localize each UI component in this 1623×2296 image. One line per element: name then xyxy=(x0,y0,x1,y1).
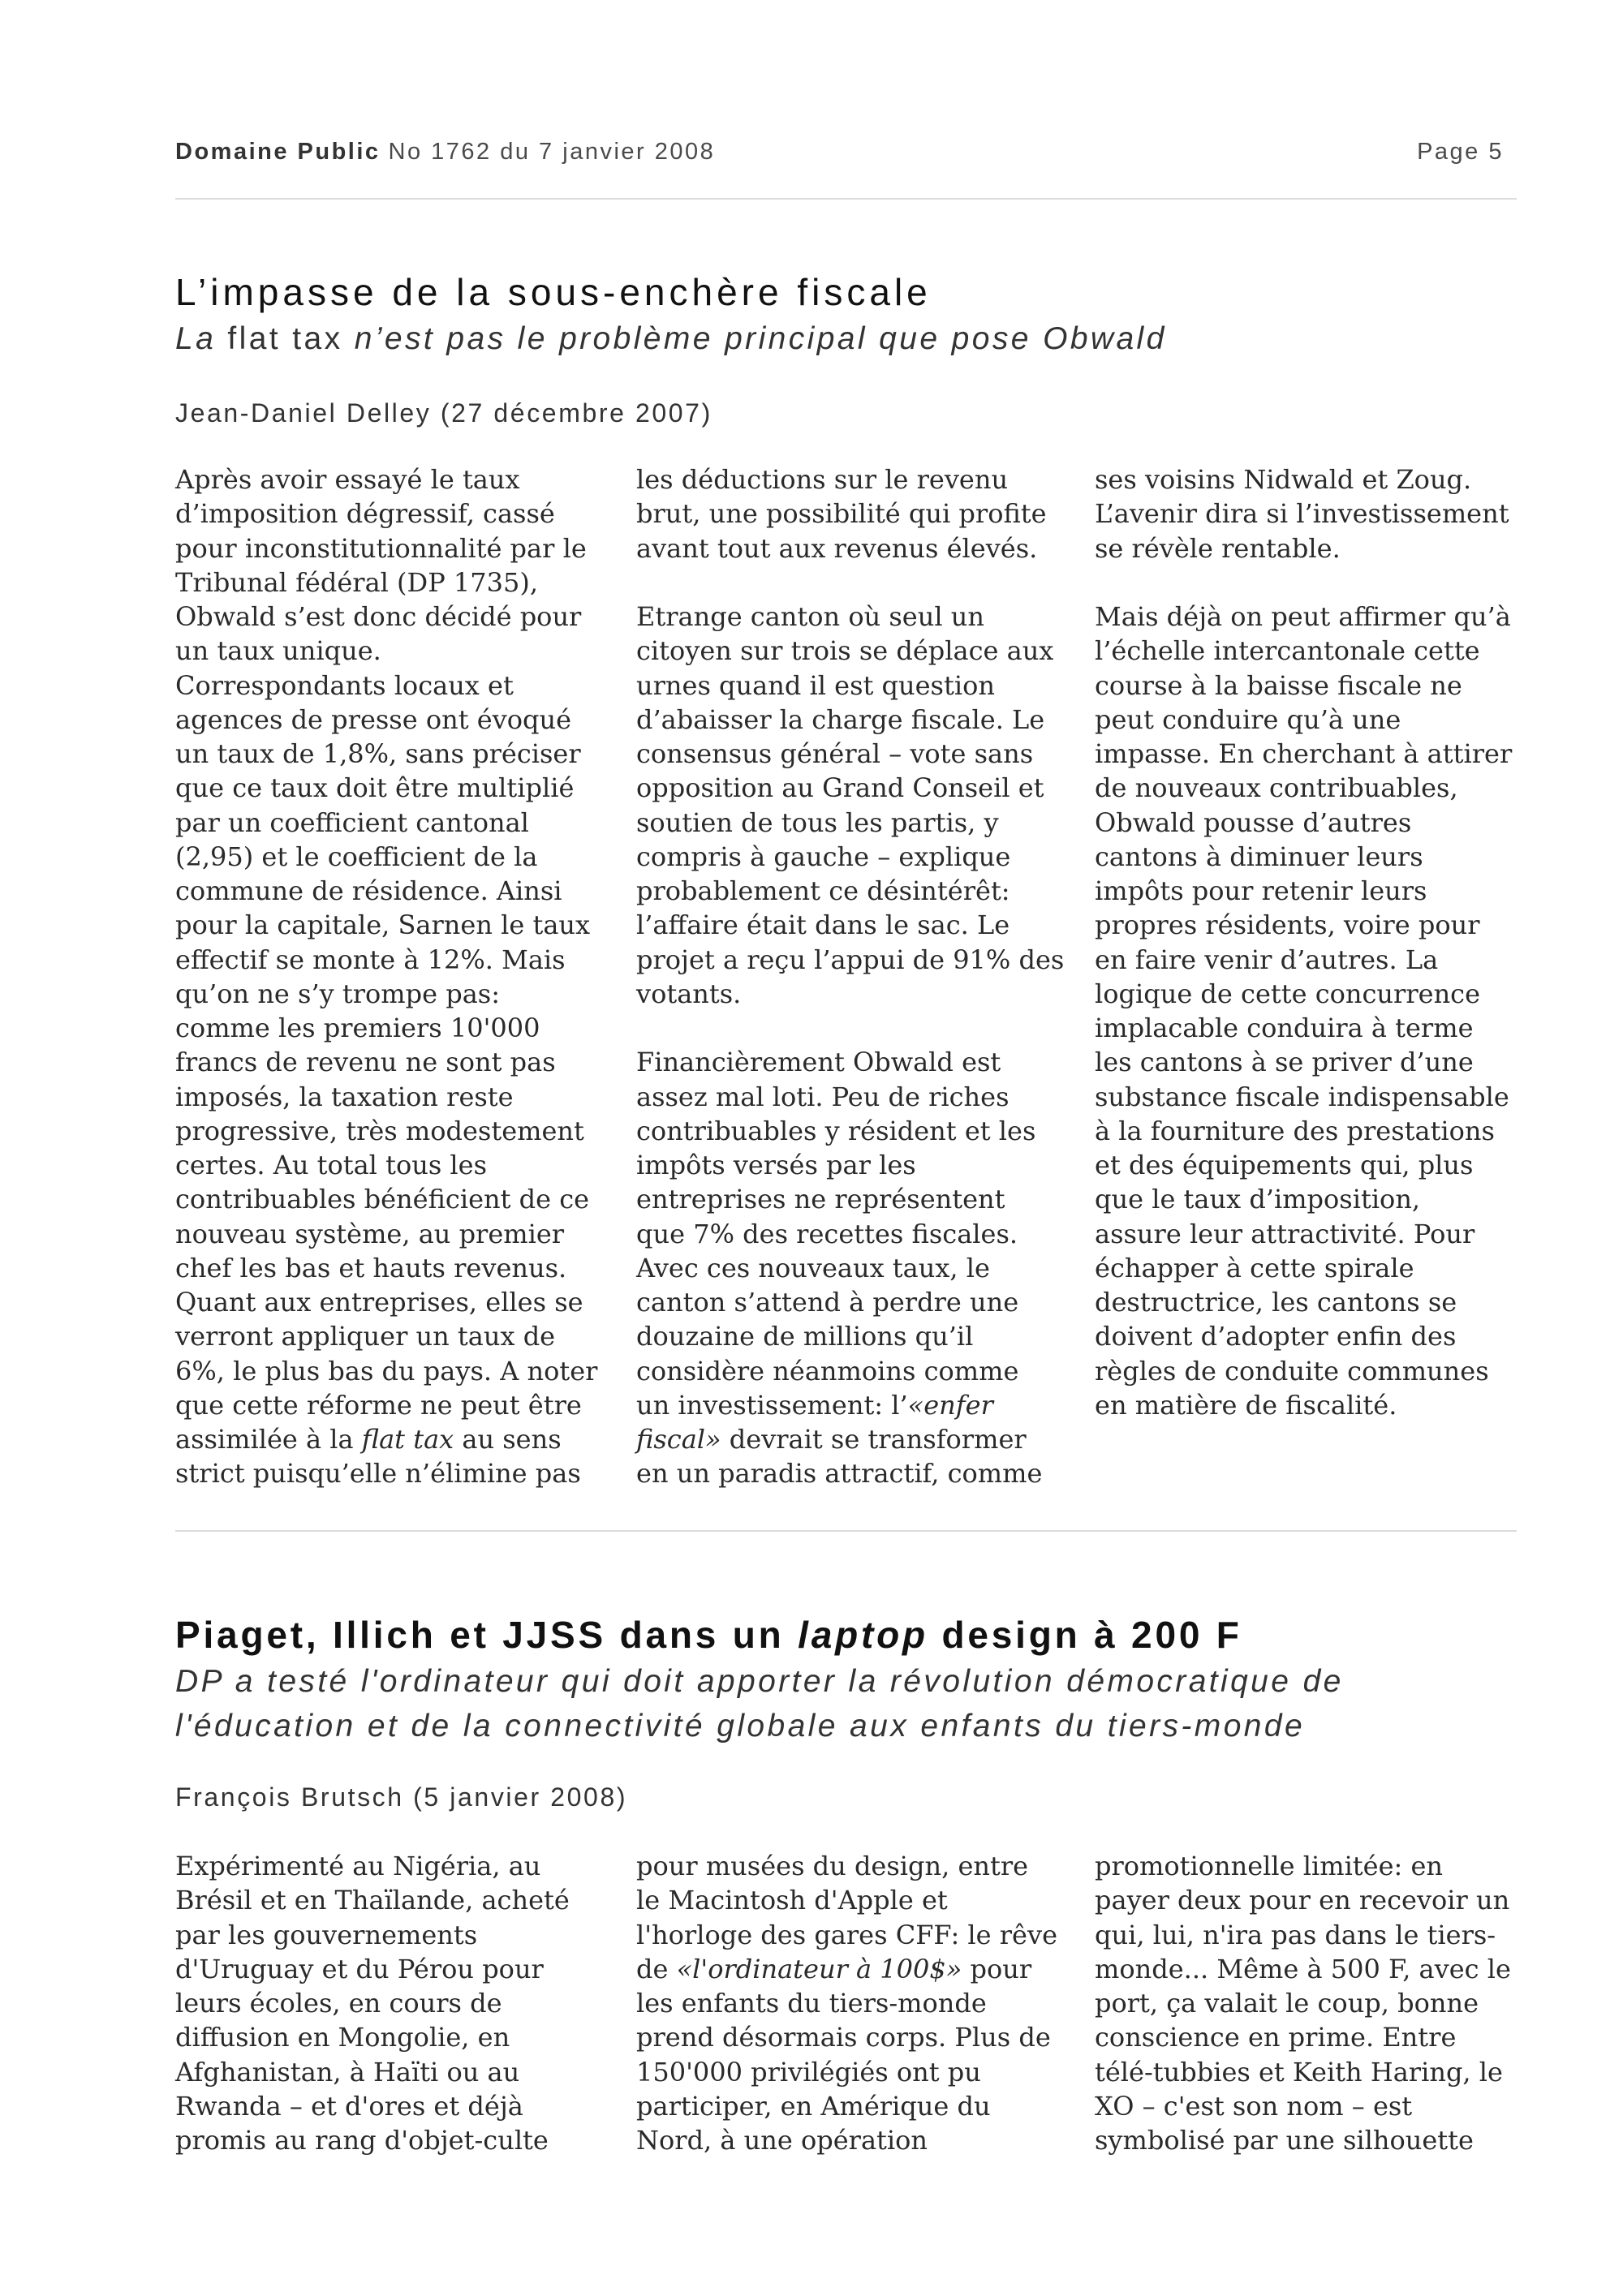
text-line: logique de cette concurrence xyxy=(1095,978,1481,1009)
text-line: d’abaisser la charge fiscale. Le xyxy=(636,703,1045,735)
text-line: commune de résidence. Ainsi xyxy=(175,875,562,906)
paragraph xyxy=(175,462,630,1491)
text-line: pour musées du design, entre xyxy=(636,1851,1029,1881)
paragraph xyxy=(1095,1849,1549,2157)
paragraph xyxy=(636,462,1091,565)
article-subtitle xyxy=(175,319,1167,359)
text-line: Quant aux entreprises, elles se xyxy=(175,1287,583,1318)
text-line: votants. xyxy=(636,978,742,1009)
text-segment: Piaget, Illich et JJSS dans un xyxy=(175,1614,799,1656)
text-line: l’échelle intercantonale cette xyxy=(1095,635,1480,667)
text-line: qu’on ne s’y trompe pas: xyxy=(175,978,500,1009)
paragraph xyxy=(636,600,1091,1011)
text-line: d’imposition dégressif, cassé xyxy=(175,498,555,530)
text-line: 6%, le plus bas du pays. A noter xyxy=(175,1355,598,1387)
text-line: Après avoir essayé le taux xyxy=(175,464,520,495)
page-number: Page 5 xyxy=(1417,139,1504,165)
article-body xyxy=(0,1849,1623,2173)
text-line: impôts versés par les xyxy=(636,1150,916,1180)
subtitle-line: DP a testé l'ordinateur qui doit apporter la révolution démocratique de xyxy=(175,1664,1344,1699)
text-line: Nord, à une opération xyxy=(636,2125,928,2156)
text-line xyxy=(636,1952,1091,1986)
text-column xyxy=(636,1849,1091,2157)
text-line: d'Uruguay et du Pérou pour xyxy=(175,1953,544,1984)
text-line: peut conduire qu’à une xyxy=(1095,703,1401,735)
text-line: certes. Au total tous les xyxy=(175,1150,487,1180)
text-line: soutien de tous les partis, y xyxy=(636,806,999,838)
text-line: port, ça valait le coup, bonne xyxy=(1095,1988,1479,2019)
text-segment: un investissement: l’ xyxy=(636,1389,908,1421)
text-line: 150'000 privilégiés ont pu xyxy=(636,2056,981,2087)
text-line xyxy=(636,1388,1091,1422)
text-line: l’affaire était dans le sac. Le xyxy=(636,909,1010,941)
text-line: promis au rang d'objet-culte xyxy=(175,2125,549,2156)
text-column xyxy=(1095,462,1549,1422)
text-line: probablement ce désintérêt: xyxy=(636,875,1010,906)
text-line: impôts pour retenir leurs xyxy=(1095,875,1427,906)
text-line: Brésil et en Thaïlande, acheté xyxy=(175,1885,570,1916)
text-line: pour la capitale, Sarnen le taux xyxy=(175,909,591,941)
text-line: contribuables bénéficient de ce xyxy=(175,1184,590,1215)
text-line: avant tout aux revenus élevés. xyxy=(636,532,1038,564)
subtitle-line: l'éducation et de la connectivité globale aux enfants du tiers-monde xyxy=(175,1708,1306,1743)
text-line: assez mal loti. Peu de riches xyxy=(636,1081,1010,1112)
text-line: brut, une possibilité qui profite xyxy=(636,498,1047,530)
text-line: course à la baisse fiscale ne xyxy=(1095,669,1462,701)
text-line: qui, lui, n'ira pas dans le tiers- xyxy=(1095,1919,1496,1950)
text-line: substance fiscale indispensable xyxy=(1095,1081,1509,1112)
text-line: à la fourniture des prestations xyxy=(1095,1115,1495,1146)
text-line: Afghanistan, à Haïti ou au xyxy=(175,2056,520,2087)
text-line: Etrange canton où seul un xyxy=(636,601,984,632)
text-line: leurs écoles, en cours de xyxy=(175,1988,502,2019)
text-line: payer deux pour en recevoir un xyxy=(1095,1885,1510,1916)
text-line: conscience en prime. Entre xyxy=(1095,2022,1457,2053)
text-line: pour inconstitutionnalité par le xyxy=(175,532,587,564)
text-line: participer, en Amérique du xyxy=(636,2090,991,2122)
text-line: Mais déjà on peut affirmer qu’à xyxy=(1095,601,1511,632)
text-line xyxy=(636,1422,1091,1456)
text-line: effectif se monte à 12%. Mais xyxy=(175,944,566,975)
text-line: cantons à diminuer leurs xyxy=(1095,841,1423,872)
text-segment: n’est pas le problème principal que pose Obwald xyxy=(342,321,1167,356)
text-line: Obwald pousse d’autres xyxy=(1095,806,1412,838)
text-line: Rwanda – et d'ores et déjà xyxy=(175,2090,523,2122)
text-line: Obwald s’est donc décidé pour xyxy=(175,601,582,632)
emphasized-text: «enfer xyxy=(907,1389,993,1421)
emphasized-text: laptop xyxy=(798,1614,928,1656)
text-line: l'horloge des gares CFF: le rêve xyxy=(636,1919,1057,1950)
text-line: que ce taux doit être multiplié xyxy=(175,772,575,804)
text-line: douzaine de millions qu’il xyxy=(636,1321,974,1352)
text-line: que le taux d’imposition, xyxy=(1095,1184,1421,1215)
text-line: XO – c'est son nom – est xyxy=(1095,2090,1413,2122)
text-segment: design à 200 F xyxy=(928,1614,1242,1656)
text-line: un taux de 1,8%, sans préciser xyxy=(175,738,581,769)
text-line: propres résidents, voire pour xyxy=(1095,909,1480,941)
text-line: urnes quand il est question xyxy=(636,669,995,701)
text-line: Expérimenté au Nigéria, au xyxy=(175,1851,541,1881)
text-line: promotionnelle limitée: en xyxy=(1095,1851,1444,1881)
paragraph xyxy=(636,1849,1091,2157)
page-header xyxy=(175,137,715,166)
text-line: monde... Même à 500 F, avec le xyxy=(1095,1953,1511,1984)
text-line: opposition au Grand Conseil et xyxy=(636,772,1044,804)
text-line: échapper à cette spirale xyxy=(1095,1252,1414,1283)
text-segment: au sens xyxy=(454,1424,562,1455)
text-line: ses voisins Nidwald et Zoug. xyxy=(1095,464,1472,495)
text-line: (2,95) et le coefficient de la xyxy=(175,841,538,872)
text-line: règles de conduite communes xyxy=(1095,1355,1489,1387)
text-line: strict puisqu’elle n’élimine pas xyxy=(175,1458,581,1490)
text-column xyxy=(175,1849,630,2157)
text-line: considère néanmoins comme xyxy=(636,1355,1019,1387)
text-line: de nouveaux contribuables, xyxy=(1095,772,1458,804)
text-line: citoyen sur trois se déplace aux xyxy=(636,635,1054,667)
text-segment: pour xyxy=(962,1953,1032,1984)
text-column xyxy=(1095,1849,1549,2157)
text-line: chef les bas et hauts revenus. xyxy=(175,1252,567,1283)
text-line: Tribunal fédéral (DP 1735), xyxy=(175,566,538,598)
header-divider xyxy=(175,198,1517,200)
paragraph xyxy=(636,1045,1091,1490)
text-line: Correspondants locaux et xyxy=(175,669,514,701)
text-line: en matière de fiscalité. xyxy=(1095,1389,1397,1421)
text-line: agences de presse ont évoqué xyxy=(175,703,572,735)
text-line: destructrice, les cantons se xyxy=(1095,1287,1457,1318)
text-line: en un paradis attractif, comme xyxy=(636,1458,1043,1490)
paragraph xyxy=(175,1849,630,2157)
paragraph xyxy=(1095,600,1549,1422)
text-line: contribuables y résident et les xyxy=(636,1115,1036,1146)
text-line: consensus général – vote sans xyxy=(636,738,1034,769)
text-line: francs de revenu ne sont pas xyxy=(175,1047,556,1078)
emphasized-text: «l'ordinateur à 100$» xyxy=(676,1953,962,1984)
text-line: symbolisé par une silhouette xyxy=(1095,2125,1474,2156)
text-line: implacable conduira à terme xyxy=(1095,1013,1474,1043)
text-line: par un coefficient cantonal xyxy=(175,806,529,838)
text-segment: assimilée à la xyxy=(175,1424,362,1455)
article-body xyxy=(0,462,1623,1509)
text-line: un taux unique. xyxy=(175,635,381,667)
text-segment: devrait se transformer xyxy=(721,1424,1027,1455)
article-divider xyxy=(175,1530,1517,1532)
issue-info: No 1762 du 7 janvier 2008 xyxy=(388,139,716,165)
text-line: les déductions sur le revenu xyxy=(636,464,1009,495)
text-line: diffusion en Mongolie, en xyxy=(175,2022,510,2053)
text-line: par les gouvernements xyxy=(175,1919,478,1950)
text-line: le Macintosh d'Apple et xyxy=(636,1885,948,1916)
article-title: L’impasse de la sous-enchère fiscale xyxy=(175,271,932,313)
text-line: compris à gauche – explique xyxy=(636,841,1011,872)
paragraph xyxy=(1095,462,1549,565)
text-line: et des équipements qui, plus xyxy=(1095,1150,1474,1180)
text-line: impasse. En cherchant à attirer xyxy=(1095,738,1513,769)
article-byline: François Brutsch (5 janvier 2008) xyxy=(175,1782,628,1812)
text-line: télé-tubbies et Keith Haring, le xyxy=(1095,2056,1503,2087)
emphasized-text: fiscal» xyxy=(636,1424,721,1455)
publication-name: Domaine Public xyxy=(175,139,381,165)
text-line: canton s’attend à perdre une xyxy=(636,1287,1019,1318)
text-line: se révèle rentable. xyxy=(1095,532,1341,564)
text-column xyxy=(636,462,1091,1491)
subtitle-line xyxy=(175,319,1167,359)
text-line: en faire venir d’autres. La xyxy=(1095,944,1439,975)
text-line: entreprises ne représentent xyxy=(636,1184,1005,1215)
text-line: comme les premiers 10'000 xyxy=(175,1013,540,1043)
text-line: Financièrement Obwald est xyxy=(636,1047,1001,1078)
text-line xyxy=(175,1422,630,1456)
article-byline: Jean-Daniel Delley (27 décembre 2007) xyxy=(175,398,712,428)
text-line: projet a reçu l’appui de 91% des xyxy=(636,944,1065,975)
text-line: nouveau système, au premier xyxy=(175,1218,565,1249)
text-segment: La xyxy=(175,321,228,356)
text-segment: de xyxy=(636,1953,677,1984)
text-line: les enfants du tiers-monde xyxy=(636,1988,987,2019)
text-line: les cantons à se priver d’une xyxy=(1095,1047,1474,1078)
text-line: que cette réforme ne peut être xyxy=(175,1389,582,1421)
text-line: doivent d’adopter enfin des xyxy=(1095,1321,1457,1352)
text-line: assure leur attractivité. Pour xyxy=(1095,1218,1475,1249)
emphasized-text: flat tax xyxy=(361,1424,454,1455)
text-line: que 7% des recettes fiscales. xyxy=(636,1218,1018,1249)
text-line: progressive, très modestement xyxy=(175,1115,584,1146)
text-column xyxy=(175,462,630,1491)
text-line: Avec ces nouveaux taux, le xyxy=(636,1252,990,1283)
text-line: prend désormais corps. Plus de xyxy=(636,2022,1051,2053)
text-line: imposés, la taxation reste xyxy=(175,1081,514,1112)
emphasized-text: flat tax xyxy=(227,321,343,356)
article-title xyxy=(175,1612,1242,1658)
text-line: L’avenir dira si l’investissement xyxy=(1095,498,1509,530)
text-line: verront appliquer un taux de xyxy=(175,1321,556,1352)
article-subtitle xyxy=(175,1660,1344,1748)
